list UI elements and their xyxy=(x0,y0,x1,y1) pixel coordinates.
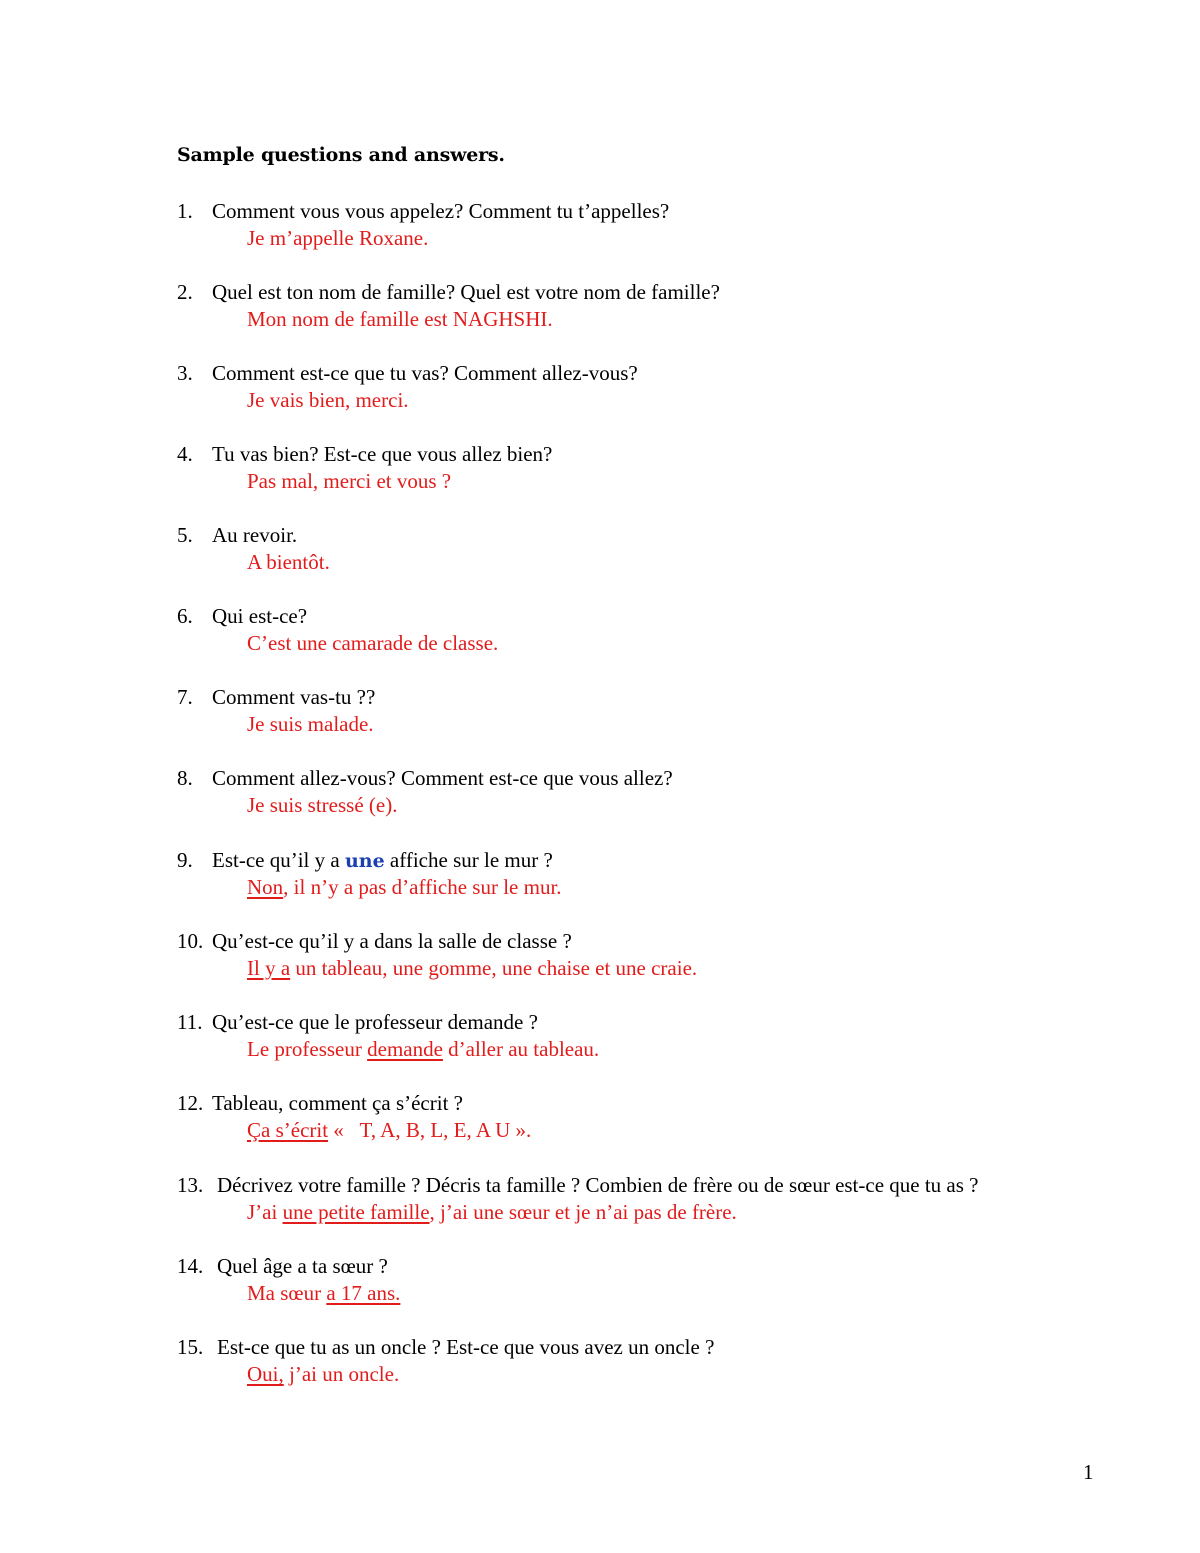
question-number: 12. xyxy=(177,1091,204,1115)
underlined-answer-part: Oui, xyxy=(247,1362,284,1386)
question-text: Tableau, comment ça s’écrit ? xyxy=(212,1091,463,1115)
question-number: 11. xyxy=(177,1010,203,1034)
question-text: Comment est-ce que tu vas? Comment allez-vous? xyxy=(212,361,638,385)
answer-text xyxy=(247,1360,399,1388)
page-title: Sample questions and answers. xyxy=(177,144,505,166)
emphasized-word: une xyxy=(344,850,385,872)
question-number: 1. xyxy=(177,199,193,223)
answer-text xyxy=(247,1198,737,1226)
answer-text: Pas mal, merci et vous ? xyxy=(247,469,452,493)
question-number: 10. xyxy=(177,929,204,953)
question-text: Qu’est-ce qu’il y a dans la salle de classe ? xyxy=(212,929,572,953)
answer-text: Je suis malade. xyxy=(247,712,374,736)
question-text: Qui est-ce? xyxy=(212,604,308,628)
question-text: Comment vas-tu ?? xyxy=(212,685,376,709)
question-number: 2. xyxy=(177,280,193,304)
question-number: 4. xyxy=(177,442,193,466)
question-number: 15. xyxy=(177,1335,204,1359)
question-number: 6. xyxy=(177,604,193,628)
question-text: Est-ce que tu as un oncle ? Est-ce que vous avez un oncle ? xyxy=(217,1335,715,1359)
underlined-answer-part: Ça s’écrit xyxy=(247,1118,329,1142)
question-number: 7. xyxy=(177,685,193,709)
answer-text-part: j’ai un oncle. xyxy=(283,1362,400,1386)
answer-text: Je m’appelle Roxane. xyxy=(247,226,429,250)
answer-text xyxy=(247,1279,400,1307)
answer-text: A bientôt. xyxy=(247,550,330,574)
answer-text-part: , il n’y a pas d’affiche sur le mur. xyxy=(283,875,562,899)
question-text: Qu’est-ce que le professeur demande ? xyxy=(212,1010,538,1034)
answer-text xyxy=(247,873,562,901)
question-text: Décrivez votre famille ? Décris ta famille ? Combien de frère ou de sœur est-ce que tu as ? xyxy=(217,1173,979,1197)
question-number: 13. xyxy=(177,1173,204,1197)
answer-text: Je suis stressé (e). xyxy=(247,793,398,817)
answer-text: Mon nom de famille est NAGHSHI. xyxy=(247,307,553,331)
answer-text: C’est une camarade de classe. xyxy=(247,631,499,655)
underlined-answer-part: Non xyxy=(247,875,284,899)
question-number: 5. xyxy=(177,523,193,547)
question-number: 14. xyxy=(177,1254,204,1278)
question-text-part: affiche sur le mur ? xyxy=(384,848,553,872)
question-number: 8. xyxy=(177,766,193,790)
question-text-part: Est-ce qu’il y a xyxy=(212,848,345,872)
answer-text-part: J’ai xyxy=(247,1200,283,1224)
answer-text xyxy=(247,954,697,982)
question-text: Comment vous vous appelez? Comment tu t’appelles? xyxy=(212,199,670,223)
question-number: 3. xyxy=(177,361,193,385)
question-number: 9. xyxy=(177,848,193,872)
question-text: Au revoir. xyxy=(212,523,298,547)
answer-text-part: , j’ai une sœur et je n’ai pas de frère. xyxy=(429,1200,737,1224)
question-text: Quel âge a ta sœur ? xyxy=(217,1254,388,1278)
underlined-answer-part: une petite famille xyxy=(282,1200,430,1224)
answer-text-part: Le professeur xyxy=(247,1037,368,1061)
question-text: Comment allez-vous? Comment est-ce que vous allez? xyxy=(212,766,673,790)
answer-text xyxy=(247,1116,531,1144)
page-number: 1 xyxy=(1083,1460,1094,1484)
underlined-answer-part: Il y a xyxy=(247,956,291,980)
underlined-answer-part: a 17 ans. xyxy=(326,1281,401,1305)
answer-text-part: un tableau, une gomme, une chaise et une craie. xyxy=(290,956,698,980)
answer-text-part: Ma sœur xyxy=(247,1281,327,1305)
answer-text-part: d’aller au tableau. xyxy=(442,1037,600,1061)
answer-text-part: « T, A, B, L, E, A U ». xyxy=(328,1118,532,1142)
question-text xyxy=(212,846,553,875)
underlined-answer-part: demande xyxy=(367,1037,443,1061)
question-text: Tu vas bien? Est-ce que vous allez bien? xyxy=(212,442,553,466)
answer-text xyxy=(247,1035,599,1063)
answer-text: Je vais bien, merci. xyxy=(247,388,409,412)
question-text: Quel est ton nom de famille? Quel est votre nom de famille? xyxy=(212,280,720,304)
